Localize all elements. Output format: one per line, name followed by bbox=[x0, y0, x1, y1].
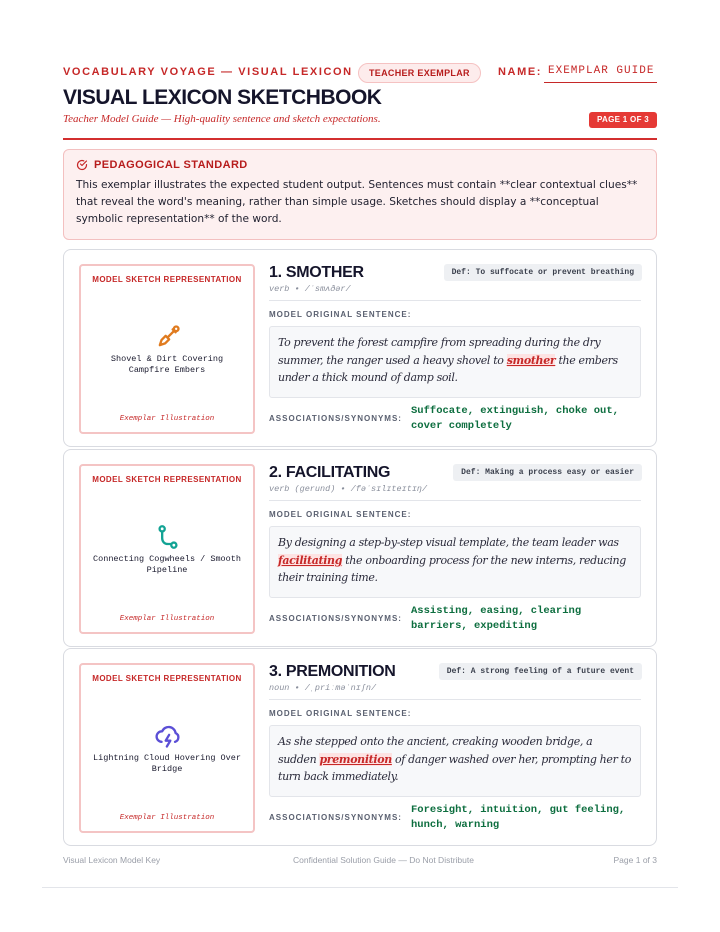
associations-label: ASSOCIATIONS/SYNONYMS: bbox=[269, 813, 402, 822]
model-sentence-label: MODEL ORIGINAL SENTENCE: bbox=[269, 510, 412, 519]
word-title: 2. FACILITATING bbox=[269, 464, 391, 481]
word-title: 1. SMOTHER bbox=[269, 264, 364, 281]
sketch-heading: MODEL SKETCH REPRESENTATION bbox=[92, 275, 242, 284]
model-sentence-label: MODEL ORIGINAL SENTENCE: bbox=[269, 709, 412, 718]
brand-title: VOCABULARY VOYAGE — VISUAL LEXICON bbox=[63, 66, 353, 78]
model-sentence-label: MODEL ORIGINAL SENTENCE: bbox=[269, 310, 412, 319]
model-sentence bbox=[269, 326, 641, 398]
sketch-description: Lightning Cloud Hovering Over Bridge bbox=[93, 753, 241, 774]
standard-text: This exemplar illustrates the expected student output. Sentences must contain **clear contextual clues** that reveal the word's meaning, rather than simple usage. Sketches should display a **conceptual symbolic representation** of the word. bbox=[76, 179, 638, 225]
sentence-before: As she stepped onto the ancient, creaking wooden bridge, a sudden bbox=[278, 735, 593, 766]
sketch-panel[interactable] bbox=[79, 663, 255, 833]
merge-path-icon bbox=[154, 523, 182, 551]
sentence-after: the embers under a thick mound of damp soil. bbox=[278, 353, 618, 384]
associations-list: Foresight, intuition, gut feeling, hunch, warning bbox=[411, 804, 626, 831]
footer-left: Visual Lexicon Model Key bbox=[63, 855, 161, 865]
check-circle-icon bbox=[76, 159, 88, 171]
highlighted-word: smother bbox=[506, 353, 556, 367]
associations-label: ASSOCIATIONS/SYNONYMS: bbox=[269, 614, 402, 623]
sentence-after: the onboarding process for the new interns, reducing their training time. bbox=[278, 553, 626, 584]
name-field[interactable]: EXEMPLAR GUIDE bbox=[544, 65, 657, 83]
shovel-icon bbox=[154, 323, 182, 351]
sentence-before: By designing a step-by-step visual template, the team leader was bbox=[278, 536, 619, 549]
sketch-panel[interactable] bbox=[79, 264, 255, 434]
footer-center: Confidential Solution Guide — Do Not Distribute bbox=[293, 855, 474, 865]
associations-list: Suffocate, extinguish, choke out, cover completely bbox=[411, 405, 619, 432]
model-sentence bbox=[269, 526, 641, 598]
associations-list: Assisting, easing, clearing barriers, expediting bbox=[411, 605, 582, 632]
definition-tag: Def: Making a process easy or easier bbox=[453, 464, 642, 481]
sketch-caption: Exemplar Illustration bbox=[119, 415, 215, 423]
word-card bbox=[63, 249, 657, 447]
associations-label: ASSOCIATIONS/SYNONYMS: bbox=[269, 414, 402, 423]
sketch-description: Shovel & Dirt Covering Campfire Embers bbox=[110, 354, 224, 375]
sketch-heading: MODEL SKETCH REPRESENTATION bbox=[92, 674, 242, 683]
highlighted-word: facilitating bbox=[278, 553, 343, 567]
definition-tag: Def: To suffocate or prevent breathing bbox=[444, 264, 642, 281]
standard-heading bbox=[76, 159, 644, 171]
word-card bbox=[63, 648, 657, 846]
sketch-caption: Exemplar Illustration bbox=[119, 615, 215, 623]
highlighted-word: premonition bbox=[319, 752, 392, 766]
standard-heading-text: PEDAGOGICAL STANDARD bbox=[94, 159, 248, 171]
lightning-cloud-icon bbox=[154, 722, 182, 750]
sentence-after: of danger washed over her, prompting her to turn back immediately. bbox=[278, 752, 631, 783]
footer-divider bbox=[42, 887, 678, 888]
card-divider bbox=[269, 699, 641, 700]
teacher-exemplar-badge: TEACHER EXEMPLAR bbox=[358, 63, 481, 83]
page-number-badge: PAGE 1 OF 3 bbox=[589, 112, 657, 128]
footer-right: Page 1 of 3 bbox=[613, 855, 657, 865]
part-of-speech: verb • /ˈsmʌðər/ bbox=[269, 284, 351, 294]
page-title: VISUAL LEXICON SKETCHBOOK bbox=[63, 86, 382, 109]
sketch-panel[interactable] bbox=[79, 464, 255, 634]
sketch-description: Connecting Cogwheels / Smooth Pipeline bbox=[93, 554, 241, 575]
word-title: 3. PREMONITION bbox=[269, 663, 396, 680]
part-of-speech: noun • /ˌpriːməˈnɪʃn/ bbox=[269, 683, 377, 693]
card-divider bbox=[269, 500, 641, 501]
part-of-speech: verb (gerund) • /fəˈsɪlɪteɪtɪŋ/ bbox=[269, 484, 428, 494]
name-label: NAME: bbox=[498, 66, 543, 78]
model-sentence bbox=[269, 725, 641, 797]
header-divider bbox=[63, 138, 657, 140]
word-card bbox=[63, 449, 657, 647]
page-subtitle: Teacher Model Guide — High-quality sentence and sketch expectations. bbox=[63, 113, 381, 125]
sentence-before: To prevent the forest campfire from spreading during the dry summer, the ranger used a heavy shovel to bbox=[278, 336, 601, 367]
sketch-heading: MODEL SKETCH REPRESENTATION bbox=[92, 475, 242, 484]
header-bar bbox=[63, 63, 657, 83]
sketch-caption: Exemplar Illustration bbox=[119, 814, 215, 822]
definition-tag: Def: A strong feeling of a future event bbox=[439, 663, 642, 680]
pedagogical-standard-box bbox=[63, 149, 657, 240]
card-divider bbox=[269, 300, 641, 301]
